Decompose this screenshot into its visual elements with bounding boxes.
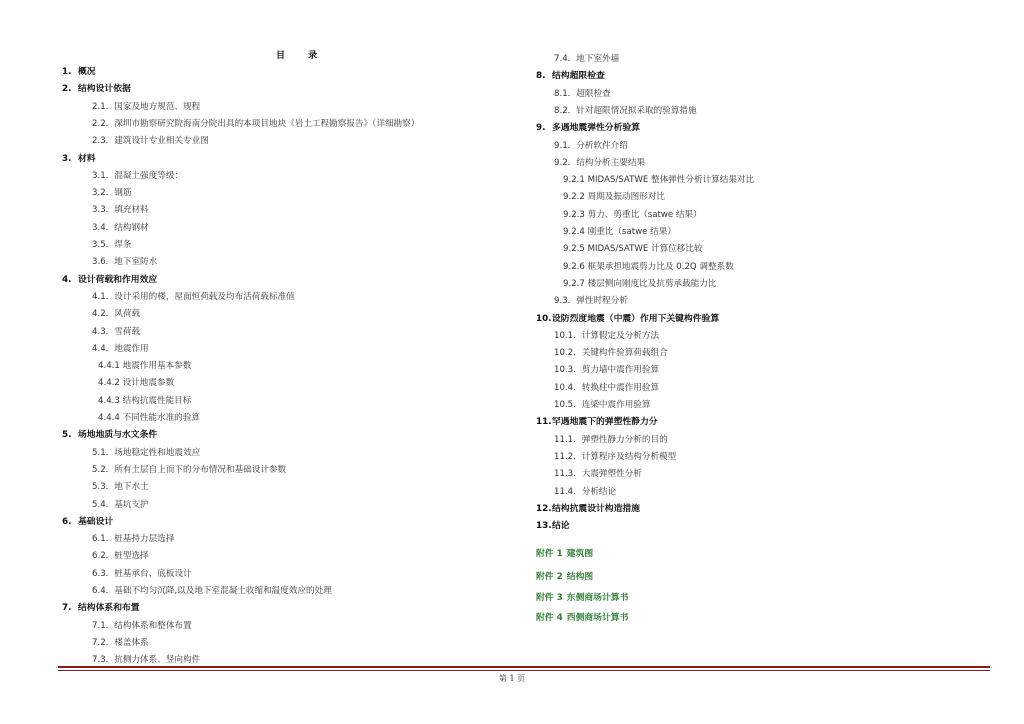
toc-entry-text: 7.2．楼盖体系 [92,637,149,648]
toc-entry-text: 场地地质与水文条件 [78,430,158,441]
toc-subheading[interactable] [92,620,192,632]
toc-subheading[interactable] [554,451,676,463]
toc-subsubheading[interactable] [98,412,200,424]
toc-subsubheading[interactable] [563,278,717,290]
toc-entry-text: 9.2.1 MIDAS/SATWE 整体弹性分析计算结果对比 [563,175,755,186]
toc-entry-text: 6.4．基础不均匀沉降,以及地下室混凝土收缩和温度效应的处理 [92,586,332,596]
page-number: 第 1 页 [498,674,526,683]
toc-subheading[interactable] [92,204,149,216]
toc-subheading[interactable] [92,464,286,476]
toc-heading-number: 2. [62,84,72,95]
toc-entry-text: 9.2.7 楼层侧向刚度比及抗剪承载能力比 [563,278,717,289]
toc-heading-number: 5. [62,430,72,441]
toc-subheading[interactable] [554,330,659,342]
toc-heading[interactable] [536,70,605,82]
toc-entry-text: 5.2．所有土层自上而下的分布情况和基础设计参数 [92,464,287,475]
toc-entry-text: 8.2．针对超限情况拟采取的验算措施 [554,105,697,116]
toc-subheading[interactable] [92,585,332,597]
toc-entry-text: 6.1．桩基持力层选择 [92,534,175,545]
toc-entry-text: 4.3．雪荷载 [92,326,141,337]
toc-entry-text: 6.2．桩型选择 [92,551,149,562]
toc-heading[interactable] [536,416,658,428]
toc-subheading[interactable] [92,291,295,303]
toc-entry-text: 材料 [78,153,96,164]
appendix-label: 附件 3 [536,593,563,603]
toc-subheading[interactable] [92,118,419,130]
toc-entry-text: 4.2．风荷载 [92,309,141,320]
toc-title: 目 录 [276,51,328,61]
toc-heading[interactable] [62,602,140,614]
appendix-entry[interactable] [536,571,593,583]
toc-subheading[interactable] [554,347,668,359]
toc-entry-text: 9.2.4 刚重比（satwe 结果） [563,227,676,237]
toc-entry-text: 3.4．结构钢材 [92,222,149,233]
toc-subheading[interactable] [554,382,659,394]
toc-subheading[interactable] [92,222,149,234]
toc-subheading[interactable] [554,364,659,376]
toc-entry-text: 结构设计依据 [78,84,131,95]
toc-entry-text: 11.3．大震弹塑性分析 [554,469,642,480]
toc-entry-text: 10.3．剪力墙中震作用验算 [554,365,660,376]
toc-entry-text: 3.1．混凝土强度等级： [92,170,184,181]
toc-subheading[interactable] [554,157,645,169]
toc-entry-text: 10.5．连梁中震作用验算 [554,400,651,410]
toc-subheading[interactable] [92,533,174,545]
appendix-entry[interactable] [536,592,628,604]
toc-subheading[interactable] [554,399,650,411]
toc-subheading[interactable] [554,88,611,100]
toc-subsubheading[interactable] [563,226,676,238]
toc-entry-text: 9.2.3 剪力、剪重比（satwe 结果） [563,209,702,220]
toc-entry-text: 7.3．抗侧力体系、竖向构件 [92,655,201,666]
toc-entry-text: 罕遇地震下的弹塑性静力分 [552,417,658,428]
appendix-entry[interactable] [536,612,628,624]
toc-entry-text: 4.4.4 不同性能水准的验算 [98,413,200,423]
toc-entry-text: 9.2．结构分析主要结果 [554,157,646,168]
toc-entry-text: 10.2．关键构件验算荷载组合 [554,348,668,359]
toc-entry-text: 4.4.3 结构抗震性能目标 [98,395,192,406]
toc-entry-text: 结论 [552,521,570,532]
toc-subheading[interactable] [92,343,149,355]
toc-entry-text: 基础设计 [78,516,114,527]
toc-entry-text: 2.3．建筑设计专业相关专业图 [92,136,209,147]
toc-subsubheading[interactable] [98,395,191,407]
toc-entry-text: 9.2.5 MIDAS/SATWE 计算位移比较 [563,244,703,255]
appendix-text: 结构图 [566,572,594,582]
toc-entry-text: 概况 [78,67,96,77]
toc-subheading[interactable] [92,499,149,511]
toc-entry-text: 设防烈度地震（中震）作用下关键构件验算 [552,313,720,324]
toc-subsubheading[interactable] [563,174,754,186]
toc-subheading[interactable] [92,550,149,562]
appendix-text: 西侧商场计算书 [566,613,629,623]
toc-entry-text: 设计荷载和作用效应 [78,274,158,285]
toc-entry-text: 8.1．超限检查 [554,88,611,99]
toc-entry-text: 5.4．基坑支护 [92,499,149,510]
toc-subheading[interactable] [92,308,140,320]
toc-subheading[interactable] [92,637,149,649]
toc-subheading[interactable] [554,468,642,480]
toc-heading[interactable] [536,122,640,134]
toc-subheading[interactable] [554,295,628,307]
toc-subheading[interactable] [554,53,619,65]
toc-heading-number: 10. [536,313,552,324]
appendix-text: 东侧商场计算书 [566,593,629,603]
toc-entry-text: 9.3．弹性时程分析 [554,296,628,307]
toc-entry-text: 结构超限检查 [552,71,605,82]
toc-heading[interactable] [536,313,719,325]
toc-entry-text: 5.1．场地稳定性和地震效应 [92,447,201,458]
toc-entry-text: 3.3．填充材料 [92,205,149,216]
toc-entry-text: 2.2．深圳市勘察研究院海南分院出具的本项目地块《岩土工程勘察报告》（详细勘察） [92,118,420,129]
toc-entry-text: 9.2.6 框架承担地震剪力比及 0.2Q 调整系数 [563,261,734,272]
toc-entry-text: 6.3．桩基承台、底板设计 [92,568,192,579]
toc-subheading[interactable] [92,654,200,666]
footer-rule-thin [58,670,990,671]
toc-subheading[interactable] [554,140,628,152]
toc-heading[interactable] [62,516,113,528]
toc-heading[interactable] [62,83,131,95]
toc-subsubheading[interactable] [563,243,703,255]
toc-entry-text: 7.1．结构体系和整体布置 [92,620,192,631]
toc-subheading[interactable] [92,256,157,268]
toc-subheading[interactable] [92,568,192,580]
toc-entry-text: 4.4.1 地震作用基本参数 [98,361,192,372]
toc-heading[interactable] [536,503,640,515]
toc-heading[interactable] [62,274,157,286]
toc-entry-text: 4.4．地震作用 [92,343,149,354]
toc-entry-text: 3.6．地下室防水 [92,257,158,268]
toc-entry-text: 多遇地震弹性分析验算 [552,123,640,134]
toc-heading-number: 9. [536,123,546,134]
toc-subsubheading[interactable] [563,261,734,273]
appendix-label: 附件 2 [536,572,563,582]
toc-entry-text: 9.1．分析软件介绍 [554,140,628,151]
toc-entry-text: 11.2．计算程序及结构分析模型 [554,451,677,462]
toc-heading[interactable] [62,66,96,78]
toc-subheading[interactable] [92,187,131,199]
appendix-label: 附件 4 [536,613,563,623]
toc-entry-text: 结构抗震设计构造措施 [552,503,640,514]
toc-subsubheading[interactable] [563,209,702,221]
toc-subheading[interactable] [554,105,697,117]
toc-subheading[interactable] [92,481,149,493]
toc-subsubheading[interactable] [98,377,174,389]
footer-rule-thick [58,666,990,668]
toc-entry-text: 11.1．弹塑性静力分析的目的 [554,434,668,445]
toc-heading-number: 3. [62,153,72,164]
toc-heading-number: 4. [62,274,72,285]
toc-subheading[interactable] [92,170,183,182]
toc-heading[interactable] [62,429,157,441]
toc-entry-text: 4.4.2 设计地震参数 [98,378,175,389]
toc-heading[interactable] [536,520,570,532]
toc-subheading[interactable] [92,447,200,459]
appendix-entry[interactable] [536,548,593,560]
toc-entry-text: 结构体系和布置 [78,603,140,614]
appendix-text: 建筑图 [566,549,594,559]
appendix-label: 附件 1 [536,549,563,559]
toc-entry-text: 4.1．设计采用的楼，屋面恒荷载及均布活荷载标准值 [92,291,295,302]
toc-entry-text: 11.4．分析结论 [554,486,617,497]
toc-heading-number: 8. [536,71,546,82]
toc-entry-text: 10.4．转换柱中震作用验算 [554,382,660,393]
toc-entry-text: 9.2.2 周期及振动图形对比 [563,192,665,203]
toc-heading-number: 1. [62,67,72,77]
toc-subsubheading[interactable] [563,191,665,203]
toc-heading[interactable] [62,153,96,165]
toc-heading-number: 6. [62,516,72,527]
toc-entry-text: 3.2．钢筋 [92,188,132,199]
toc-entry-text: 5.3．地下水土 [92,482,149,493]
toc-subheading[interactable] [92,326,140,338]
toc-subheading[interactable] [554,434,668,446]
toc-subheading[interactable] [92,101,200,113]
toc-entry-text: 10.1．计算假定及分析方法 [554,330,660,341]
toc-subheading[interactable] [92,239,131,251]
toc-heading-number: 13. [536,521,552,532]
toc-subsubheading[interactable] [98,360,191,372]
toc-heading-number: 7. [62,603,72,614]
toc-entry-text: 3.5．焊条 [92,240,132,250]
toc-heading-number: 12. [536,503,552,514]
toc-heading-number: 11. [536,417,552,428]
toc-entry-text: 2.1．国家及地方规范、规程 [92,101,201,112]
toc-subheading[interactable] [554,486,616,498]
toc-subheading[interactable] [92,135,209,147]
toc-entry-text: 7.4．地下室外墙 [554,54,620,64]
